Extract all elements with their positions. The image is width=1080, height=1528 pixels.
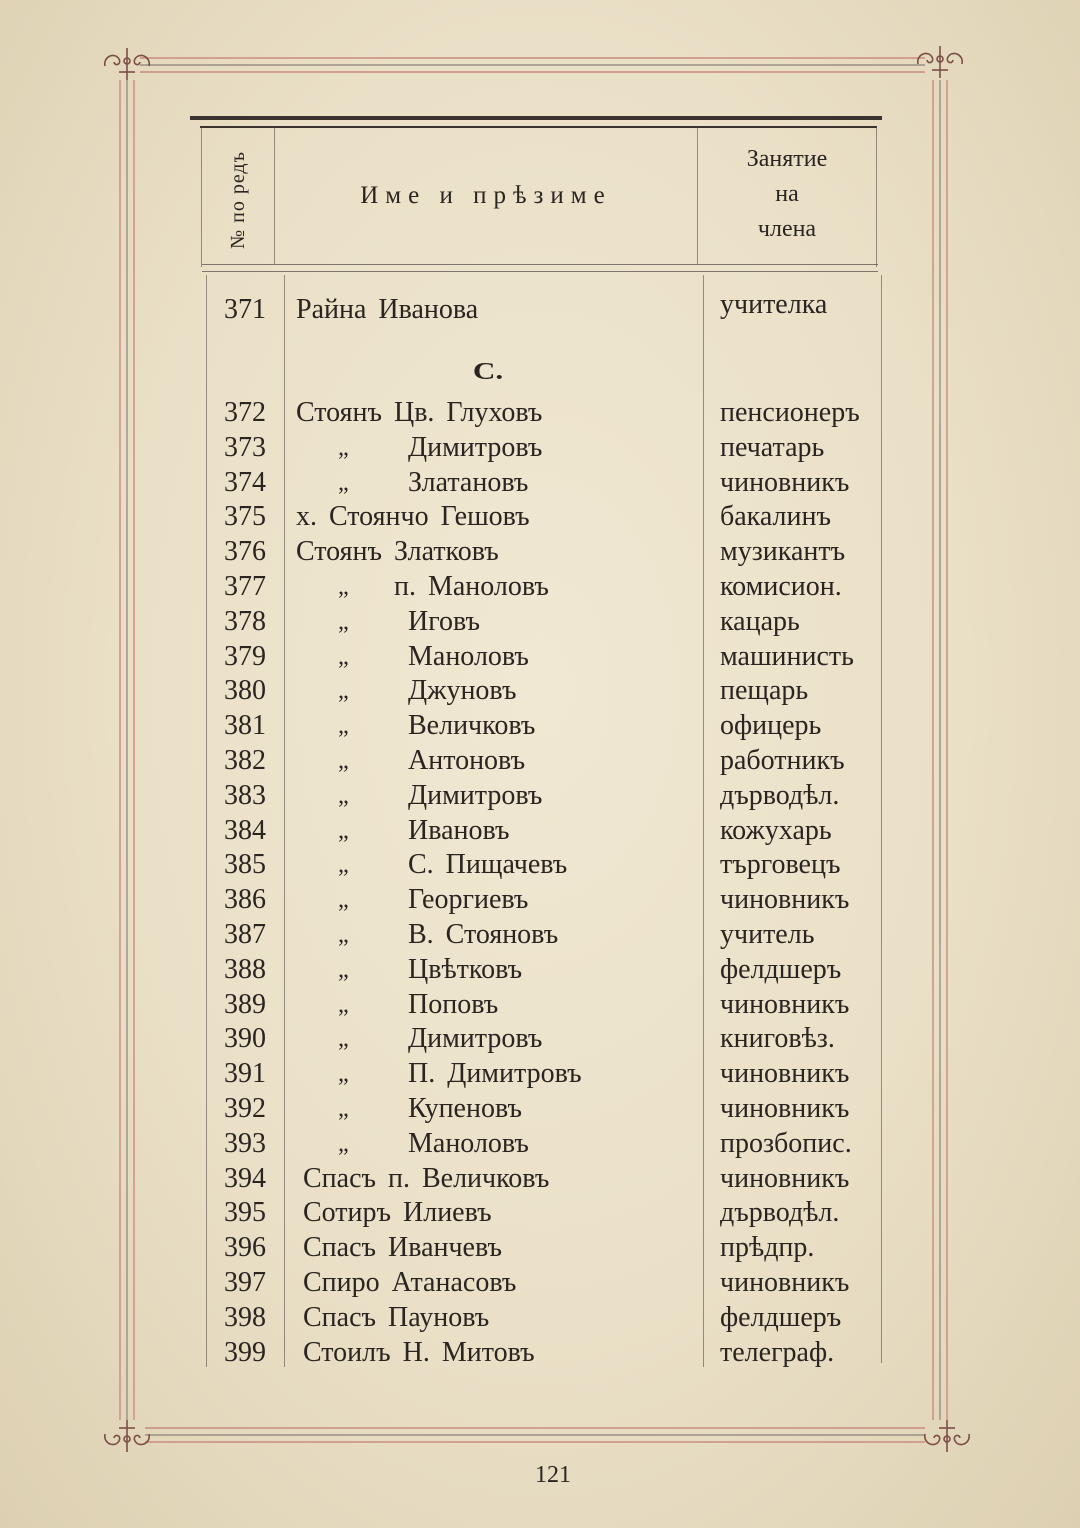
- member-occupation: прѣдпр.: [720, 1232, 815, 1264]
- member-occupation: пещарь: [720, 675, 809, 707]
- member-occupation: дърводѣл.: [720, 779, 840, 811]
- corner-ornament-bottom-right: [925, 1420, 969, 1452]
- header-name-column: Име и прѣзиме: [360, 182, 612, 209]
- member-surname: Димитровъ: [408, 431, 543, 463]
- member-surname: Иговъ: [408, 605, 481, 637]
- ditto-mark: „: [338, 713, 349, 740]
- member-occupation: прозбопис.: [720, 1127, 852, 1159]
- header-divider: [274, 127, 275, 264]
- page-number: 121: [535, 1462, 571, 1488]
- header-occupation-line: Занятие: [746, 146, 828, 172]
- row-number: 375: [224, 501, 266, 533]
- member-occupation: пенсионеръ: [720, 397, 860, 428]
- member-occupation: чиновникъ: [720, 1058, 850, 1090]
- row-number: 396: [224, 1232, 266, 1264]
- table-row: [0, 744, 1080, 779]
- row-number: 392: [224, 1092, 266, 1124]
- ditto-mark: „: [338, 991, 349, 1018]
- member-name: Спиро Атанасовъ: [303, 1266, 517, 1298]
- corner-ornament-top-right: [918, 46, 962, 78]
- member-surname: Ивановъ: [408, 814, 510, 846]
- member-occupation: комисион.: [720, 570, 842, 602]
- member-occupation: машинисть: [720, 640, 854, 672]
- member-occupation: учителка: [720, 289, 828, 320]
- row-number: 391: [224, 1058, 266, 1090]
- row-number: 383: [224, 779, 266, 811]
- header-occupation-line: члена: [757, 216, 817, 242]
- header-number-column: № по редъ: [227, 151, 249, 249]
- row-number: 385: [224, 849, 266, 881]
- row-number: 380: [224, 675, 266, 707]
- table-row: [0, 1336, 1080, 1371]
- table-row: [0, 674, 1080, 709]
- member-surname: Поповъ: [408, 988, 499, 1020]
- ditto-mark: „: [338, 817, 349, 844]
- row-number: 373: [224, 431, 266, 463]
- table-row: [0, 1092, 1080, 1127]
- table-row: [0, 1162, 1080, 1197]
- member-surname: Маноловъ: [408, 1127, 529, 1159]
- row-number: 398: [224, 1301, 266, 1333]
- table-row: [0, 1266, 1080, 1301]
- member-surname: п. Маноловъ: [394, 570, 549, 602]
- ditto-mark: „: [338, 747, 349, 774]
- member-occupation: чиновникъ: [720, 1266, 850, 1298]
- member-occupation: музикантъ: [720, 536, 846, 568]
- member-surname: Маноловъ: [408, 640, 529, 672]
- member-surname: Антоновъ: [408, 744, 526, 776]
- row-number: 372: [224, 397, 266, 428]
- row-number: 381: [224, 710, 266, 742]
- ditto-mark: „: [338, 921, 349, 948]
- member-surname: С. Пищачевъ: [408, 849, 568, 881]
- member-occupation: дърводѣл.: [720, 1197, 840, 1229]
- member-name: Стоянъ Цв. Глуховъ: [296, 397, 543, 428]
- ditto-mark: „: [338, 434, 349, 461]
- table-row: [0, 535, 1080, 570]
- row-number: 388: [224, 953, 266, 985]
- table-row: [0, 953, 1080, 988]
- member-surname: Купеновъ: [408, 1092, 522, 1124]
- member-occupation: кацарь: [720, 605, 800, 637]
- ditto-mark: „: [338, 1061, 349, 1088]
- row-number: 376: [224, 536, 266, 568]
- member-occupation: чиновникъ: [720, 1092, 850, 1124]
- corner-ornament-bottom-left: [105, 1420, 149, 1452]
- row-number: 393: [224, 1127, 266, 1159]
- member-occupation: книговѣз.: [720, 1023, 835, 1055]
- table-row: [0, 1127, 1080, 1162]
- ditto-mark: „: [338, 1026, 349, 1053]
- table-row: [0, 918, 1080, 953]
- ditto-mark: „: [338, 782, 349, 809]
- row-number: 384: [224, 814, 266, 846]
- member-occupation: офицерь: [720, 710, 822, 742]
- member-name: Райна Иванова: [296, 294, 479, 325]
- member-occupation: печатарь: [720, 431, 825, 463]
- row-number: 397: [224, 1266, 266, 1298]
- ditto-mark: „: [338, 852, 349, 879]
- member-occupation: кожухарь: [720, 814, 832, 846]
- header-bottom-rule: [202, 264, 878, 265]
- member-name: х. Стоянчо Гешовъ: [296, 501, 530, 533]
- ditto-mark: „: [338, 608, 349, 635]
- member-surname: Димитровъ: [408, 1023, 543, 1055]
- member-occupation: търговецъ: [720, 849, 841, 881]
- member-name: Спасъ п. Величковъ: [303, 1162, 550, 1194]
- member-occupation: фелдшеръ: [720, 1301, 842, 1333]
- member-surname: В. Стояновъ: [408, 918, 559, 950]
- member-name: Сотиръ Илиевъ: [303, 1197, 492, 1229]
- ditto-mark: „: [338, 956, 349, 983]
- member-occupation: работникъ: [720, 744, 845, 776]
- row-number: 389: [224, 988, 266, 1020]
- member-occupation: фелдшеръ: [720, 953, 842, 985]
- row-number: 399: [224, 1336, 266, 1368]
- table-row: [0, 289, 1080, 328]
- member-surname: Димитровъ: [408, 779, 543, 811]
- row-number: 374: [224, 466, 266, 498]
- member-surname: Златановъ: [408, 466, 529, 498]
- row-number: 386: [224, 884, 266, 916]
- row-number: 377: [224, 570, 266, 602]
- row-number: 379: [224, 640, 266, 672]
- member-name: Стоилъ Н. Митовъ: [303, 1336, 535, 1368]
- row-number: 371: [224, 294, 266, 325]
- table-row: [0, 988, 1080, 1023]
- table-row: [0, 466, 1080, 501]
- table-row: [0, 848, 1080, 883]
- ditto-mark: „: [338, 573, 349, 600]
- row-number: 378: [224, 605, 266, 637]
- member-surname: Джуновъ: [408, 675, 517, 707]
- member-occupation: учитель: [720, 918, 815, 950]
- ditto-mark: „: [338, 1095, 349, 1122]
- member-surname: Величковъ: [408, 710, 536, 742]
- header-divider: [201, 127, 202, 267]
- header-occupation-line: на: [775, 181, 799, 207]
- ditto-mark: „: [338, 887, 349, 914]
- header-bottom-rule: [202, 271, 878, 272]
- section-letter: С.: [472, 359, 504, 385]
- table-row: [0, 500, 1080, 535]
- member-occupation: чиновникъ: [720, 884, 850, 916]
- ditto-mark: „: [338, 678, 349, 705]
- table-row: [0, 1231, 1080, 1266]
- table-row: [0, 570, 1080, 605]
- member-name: Стоянъ Златковъ: [296, 536, 499, 568]
- table-row: [0, 1022, 1080, 1057]
- header-occupation-column: [698, 142, 876, 247]
- table-row: [0, 883, 1080, 918]
- table-row: [0, 431, 1080, 466]
- member-surname: П. Димитровъ: [408, 1058, 582, 1090]
- table-row: [0, 779, 1080, 814]
- table-row: [0, 709, 1080, 744]
- member-surname: Цвѣтковъ: [408, 953, 523, 985]
- row-number: 382: [224, 744, 266, 776]
- row-number: 394: [224, 1162, 266, 1194]
- table-row: [0, 1196, 1080, 1231]
- table-row: [0, 605, 1080, 640]
- row-number: 387: [224, 918, 266, 950]
- ditto-mark: „: [338, 1130, 349, 1157]
- member-name: Спасъ Пауновъ: [303, 1301, 490, 1333]
- member-occupation: чиновникъ: [720, 988, 850, 1020]
- member-surname: Георгиевъ: [408, 884, 529, 916]
- member-occupation: бакалинъ: [720, 501, 831, 533]
- member-occupation: чиновникъ: [720, 466, 850, 498]
- table-row: [0, 640, 1080, 675]
- table-row: [0, 396, 1080, 431]
- member-occupation: чиновникъ: [720, 1162, 850, 1194]
- ditto-mark: „: [338, 469, 349, 496]
- row-number: 395: [224, 1197, 266, 1229]
- table-row: [0, 1057, 1080, 1092]
- table-top-thick-rule: [190, 116, 882, 120]
- member-occupation: телеграф.: [720, 1336, 835, 1368]
- table-row: [0, 1301, 1080, 1336]
- row-number: 390: [224, 1023, 266, 1055]
- header-divider: [876, 127, 877, 267]
- ditto-mark: „: [338, 643, 349, 670]
- corner-ornament-top-left: [105, 48, 149, 80]
- table-row: [0, 814, 1080, 849]
- table-top-thin-rule: [200, 126, 877, 128]
- member-name: Спасъ Иванчевъ: [303, 1232, 502, 1264]
- table-body: [0, 396, 1080, 1370]
